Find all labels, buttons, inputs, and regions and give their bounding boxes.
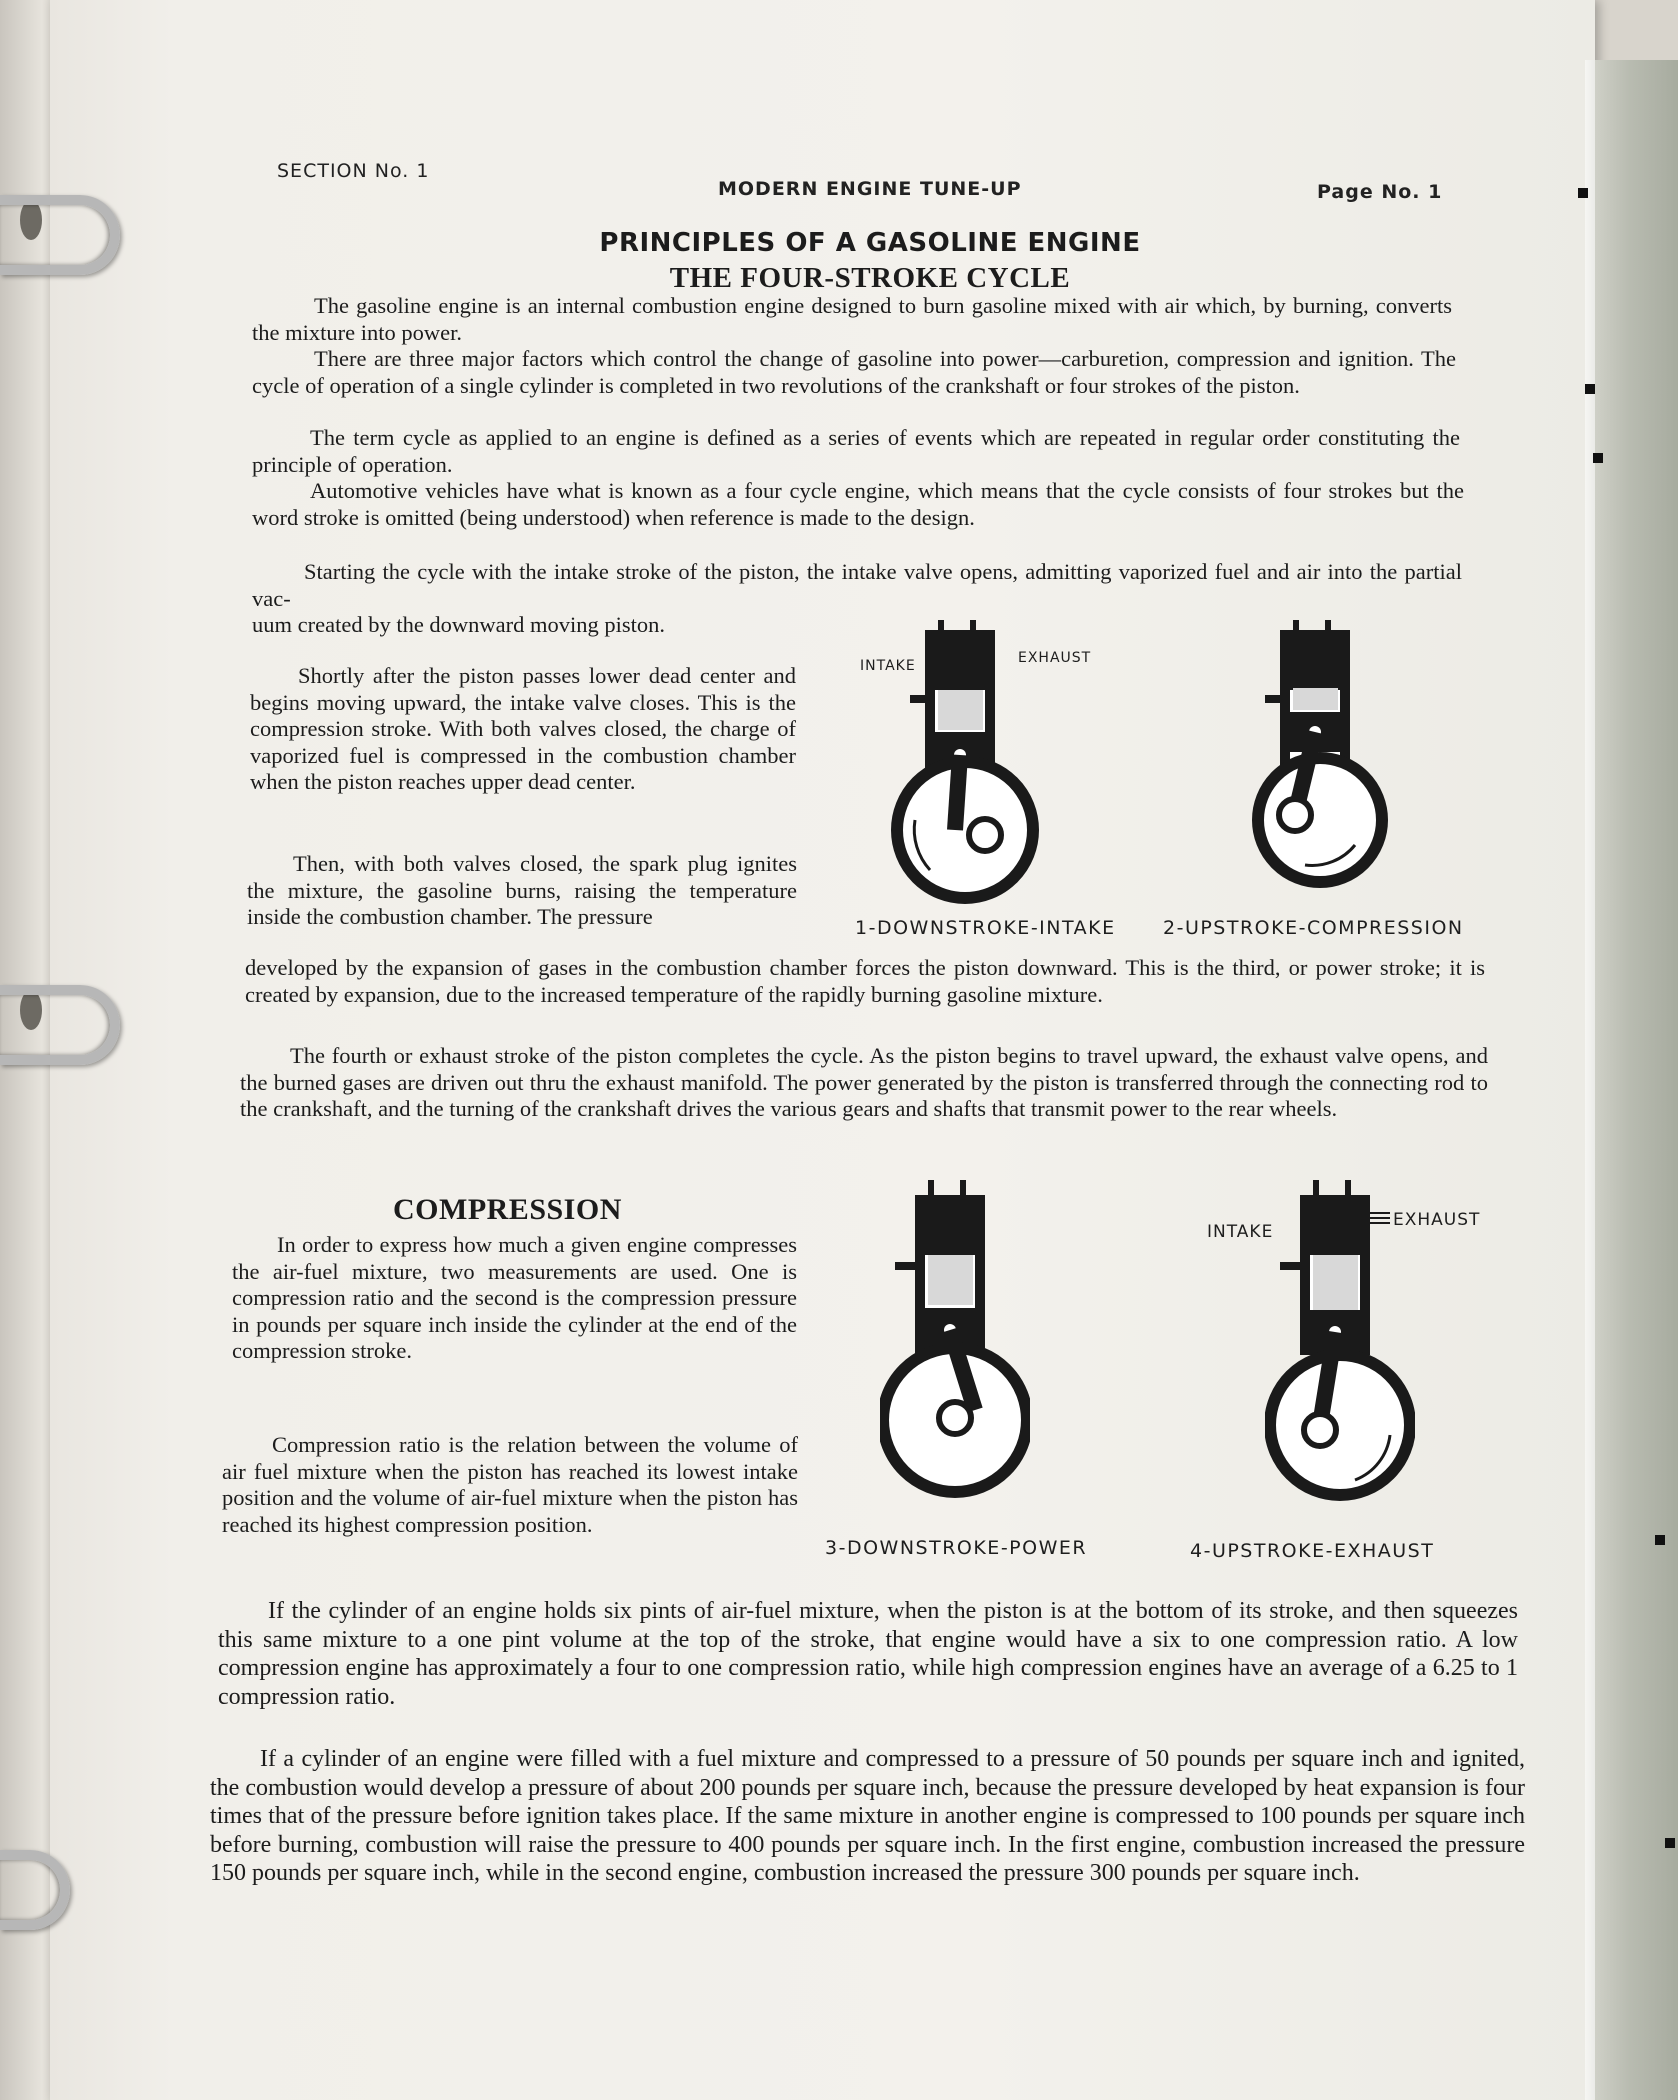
engine-diagram-power [880,1180,1030,1510]
engine-diagram-compression [1245,620,1395,910]
paragraph: If the cylinder of an engine holds six pints of air-fuel mixture, when the piston is at the bottom of its stroke, and then squeezes this same mixture to a one pint volume at the top of the stroke, that engine would have a six to one compression ratio. A low compression engine has approximately a four to one compression ratio, while high compression engines have an average of a 6.25 to 1 compression ratio. [218,1598,1518,1710]
paragraph: The term cycle as applied to an engine is defined as a series of events which are repeated in regular order constituting the principle of operation. [252,425,1460,477]
figure-caption: 4-UPSTROKE-EXHAUST [1190,1540,1435,1562]
paragraph: Then, with both valves closed, the spark plug ignites the mixture, the gasoline burns, raising the temperature inside the combustion chamber. The pressure [247,851,797,929]
paragraph: uum created by the downward moving piston. [252,612,666,637]
intake-label: INTAKE [1207,1222,1274,1242]
section-number: SECTION No. 1 [277,160,430,182]
page-number: Page No. 1 [1317,181,1443,203]
page-title: PRINCIPLES OF A GASOLINE ENGINE [599,228,1141,258]
figure-caption: 2-UPSTROKE-COMPRESSION [1163,917,1464,939]
exhaust-label: EXHAUST [1018,650,1092,666]
paragraph: Automotive vehicles have what is known as a four cycle engine, which means that the cycle consists of four strokes but the word stroke is omitted (being understood) when reference is made to the design. [252,478,1464,530]
intake-label: INTAKE [860,658,916,674]
figure-caption: 1-DOWNSTROKE-INTAKE [855,917,1116,939]
paragraph: The fourth or exhaust stroke of the piston completes the cycle. As the piston begins to travel upward, the exhaust valve opens, and the burned gases are driven out thru the exhaust manifold. The power generated by the piston is transferred through the connecting rod to the crankshaft, and the turning of the crankshaft drives the various gears and shafts that transmit power to the rear wheels. [240,1043,1488,1121]
paragraph: Shortly after the piston passes lower dead center and begins moving upward, the intake valve closes. This is the compression stroke. With both valves closed, the charge of vaporized fuel is compressed in the combustion chamber when the piston reaches upper dead center. [250,663,796,794]
paragraph: If a cylinder of an engine were filled with a fuel mixture and compressed to a pressure of 50 pounds per square inch and ignited, the combustion would develop a pressure of about 200 pounds per square inch, because the pressure developed by heat expansion is four times that of the pressure before ignition takes place. If the same mixture in another engine is compressed to 100 pounds per square inch before burning, combustion will raise the pressure to 400 pounds per square inch. In the first engine, combustion increased the pressure 150 pounds per square inch, while in the second engine, combustion increased the pressure 300 pounds per square inch. [210,1746,1525,1886]
page-subtitle: THE FOUR-STROKE CYCLE [669,262,1071,294]
paragraph: Compression ratio is the relation between the volume of air fuel mixture when the piston has reached its lowest intake position and the volume of air-fuel mixture when the piston has reached its highest compression position. [222,1432,798,1537]
figure-caption: 3-DOWNSTROKE-POWER [825,1537,1088,1559]
section-heading: COMPRESSION [393,1193,622,1226]
paragraph: The gasoline engine is an internal combustion engine designed to burn gasoline mixed with air which, by burning, converts the mixture into power. [252,293,1452,345]
running-title: MODERN ENGINE TUNE-UP [718,178,1022,200]
paragraph: There are three major factors which control the change of gasoline into power—carburetion, compression and ignition. The cycle of operation of a single cylinder is completed in two revolutions of the crankshaft or four strokes of the piston. [252,346,1456,398]
paragraph: developed by the expansion of gases in the combustion chamber forces the piston downward. This is the third, or power stroke; it is created by expansion, due to the increased temperature of the rapidly burning gasoline mixture. [245,955,1485,1007]
paragraph: Starting the cycle with the intake stroke of the piston, the intake valve opens, admitting vaporized fuel and air into the partial vac- [252,559,1462,611]
paragraph: In order to express how much a given engine compresses the air-fuel mixture, two measurements are used. One is compression ratio and the second is the compression pressure in pounds per square inch inside the cylinder at the end of the compression stroke. [232,1232,797,1363]
exhaust-label: EXHAUST [1393,1210,1481,1230]
